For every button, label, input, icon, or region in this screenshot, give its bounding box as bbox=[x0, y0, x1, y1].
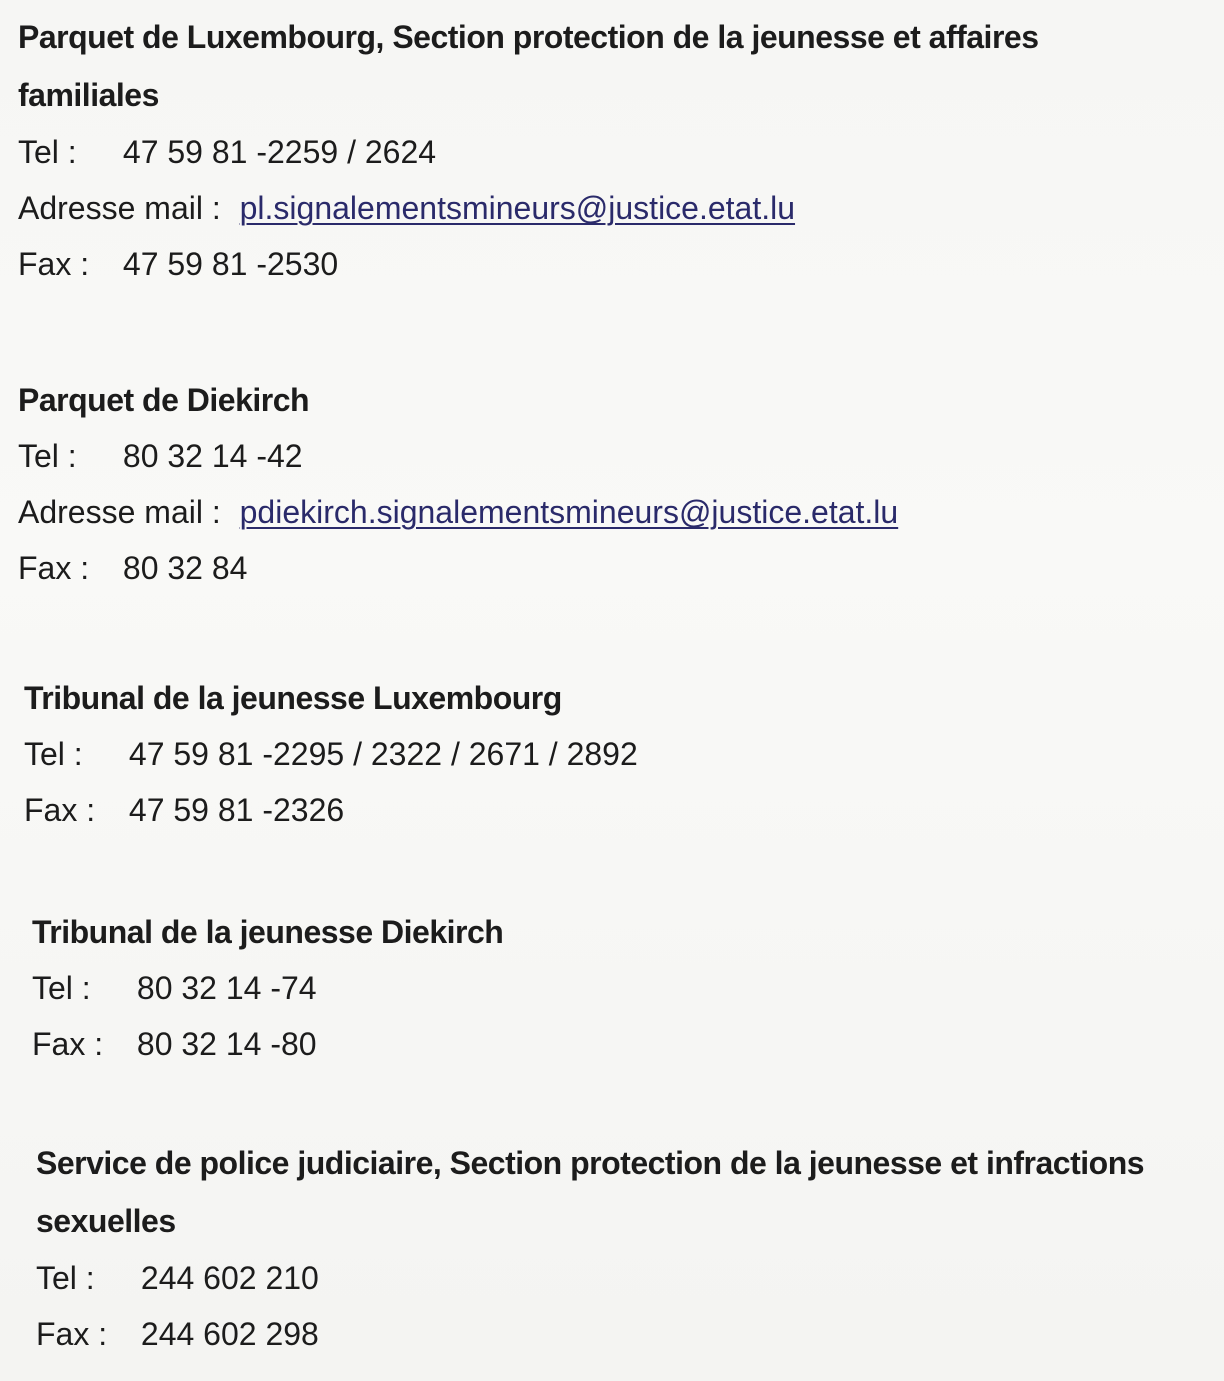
contact-police-judiciaire bbox=[36, 1134, 1186, 1362]
fax-row bbox=[32, 1016, 503, 1072]
tel-row bbox=[18, 124, 1168, 180]
mail-row bbox=[18, 180, 1168, 236]
fax-row bbox=[18, 540, 898, 596]
tel-row bbox=[36, 1250, 1186, 1306]
tel-value: 80 32 14 -42 bbox=[122, 438, 303, 474]
fax-label: Fax : bbox=[36, 1316, 108, 1352]
fax-label: Fax : bbox=[24, 792, 96, 828]
contact-title: Tribunal de la jeunesse Diekirch bbox=[32, 914, 504, 950]
fax-value: 47 59 81 -2530 bbox=[122, 246, 339, 282]
tel-value: 47 59 81 -2295 / 2322 / 2671 / 2892 bbox=[128, 736, 638, 772]
mail-label: Adresse mail : bbox=[18, 494, 221, 530]
tel-row bbox=[24, 726, 638, 782]
contact-title: Tribunal de la jeunesse Luxembourg bbox=[24, 680, 562, 716]
tel-row bbox=[32, 960, 503, 1016]
tel-value: 244 602 210 bbox=[140, 1260, 319, 1296]
email-link[interactable]: pl.signalementsmineurs@justice.etat.lu bbox=[239, 190, 796, 226]
fax-value: 47 59 81 -2326 bbox=[128, 792, 345, 828]
contact-parquet-luxembourg bbox=[18, 8, 1168, 292]
contact-tribunal-luxembourg bbox=[24, 670, 638, 838]
fax-row bbox=[18, 236, 1168, 292]
contact-title: Service de police judiciaire, Section protection de la jeunesse et infractions sexuelles bbox=[36, 1145, 1145, 1239]
tel-label: Tel : bbox=[32, 970, 91, 1006]
fax-value: 244 602 298 bbox=[140, 1316, 319, 1352]
fax-value: 80 32 84 bbox=[122, 550, 248, 586]
fax-row bbox=[36, 1306, 1186, 1362]
tel-label: Tel : bbox=[18, 438, 77, 474]
fax-label: Fax : bbox=[18, 550, 90, 586]
mail-label: Adresse mail : bbox=[18, 190, 221, 226]
tel-value: 47 59 81 -2259 / 2624 bbox=[122, 134, 437, 170]
mail-row bbox=[18, 484, 898, 540]
contact-parquet-diekirch bbox=[18, 372, 898, 596]
tel-value: 80 32 14 -74 bbox=[136, 970, 317, 1006]
contact-tribunal-diekirch bbox=[32, 904, 503, 1072]
tel-label: Tel : bbox=[24, 736, 83, 772]
fax-value: 80 32 14 -80 bbox=[136, 1026, 317, 1062]
tel-label: Tel : bbox=[18, 134, 77, 170]
contact-title: Parquet de Luxembourg, Section protection de la jeunesse et affaires familiales bbox=[18, 19, 1039, 113]
contact-title: Parquet de Diekirch bbox=[18, 382, 310, 418]
email-link[interactable]: pdiekirch.signalementsmineurs@justice.etat.lu bbox=[239, 494, 899, 530]
tel-label: Tel : bbox=[36, 1260, 95, 1296]
fax-label: Fax : bbox=[18, 246, 90, 282]
fax-label: Fax : bbox=[32, 1026, 104, 1062]
tel-row bbox=[18, 428, 898, 484]
fax-row bbox=[24, 782, 638, 838]
